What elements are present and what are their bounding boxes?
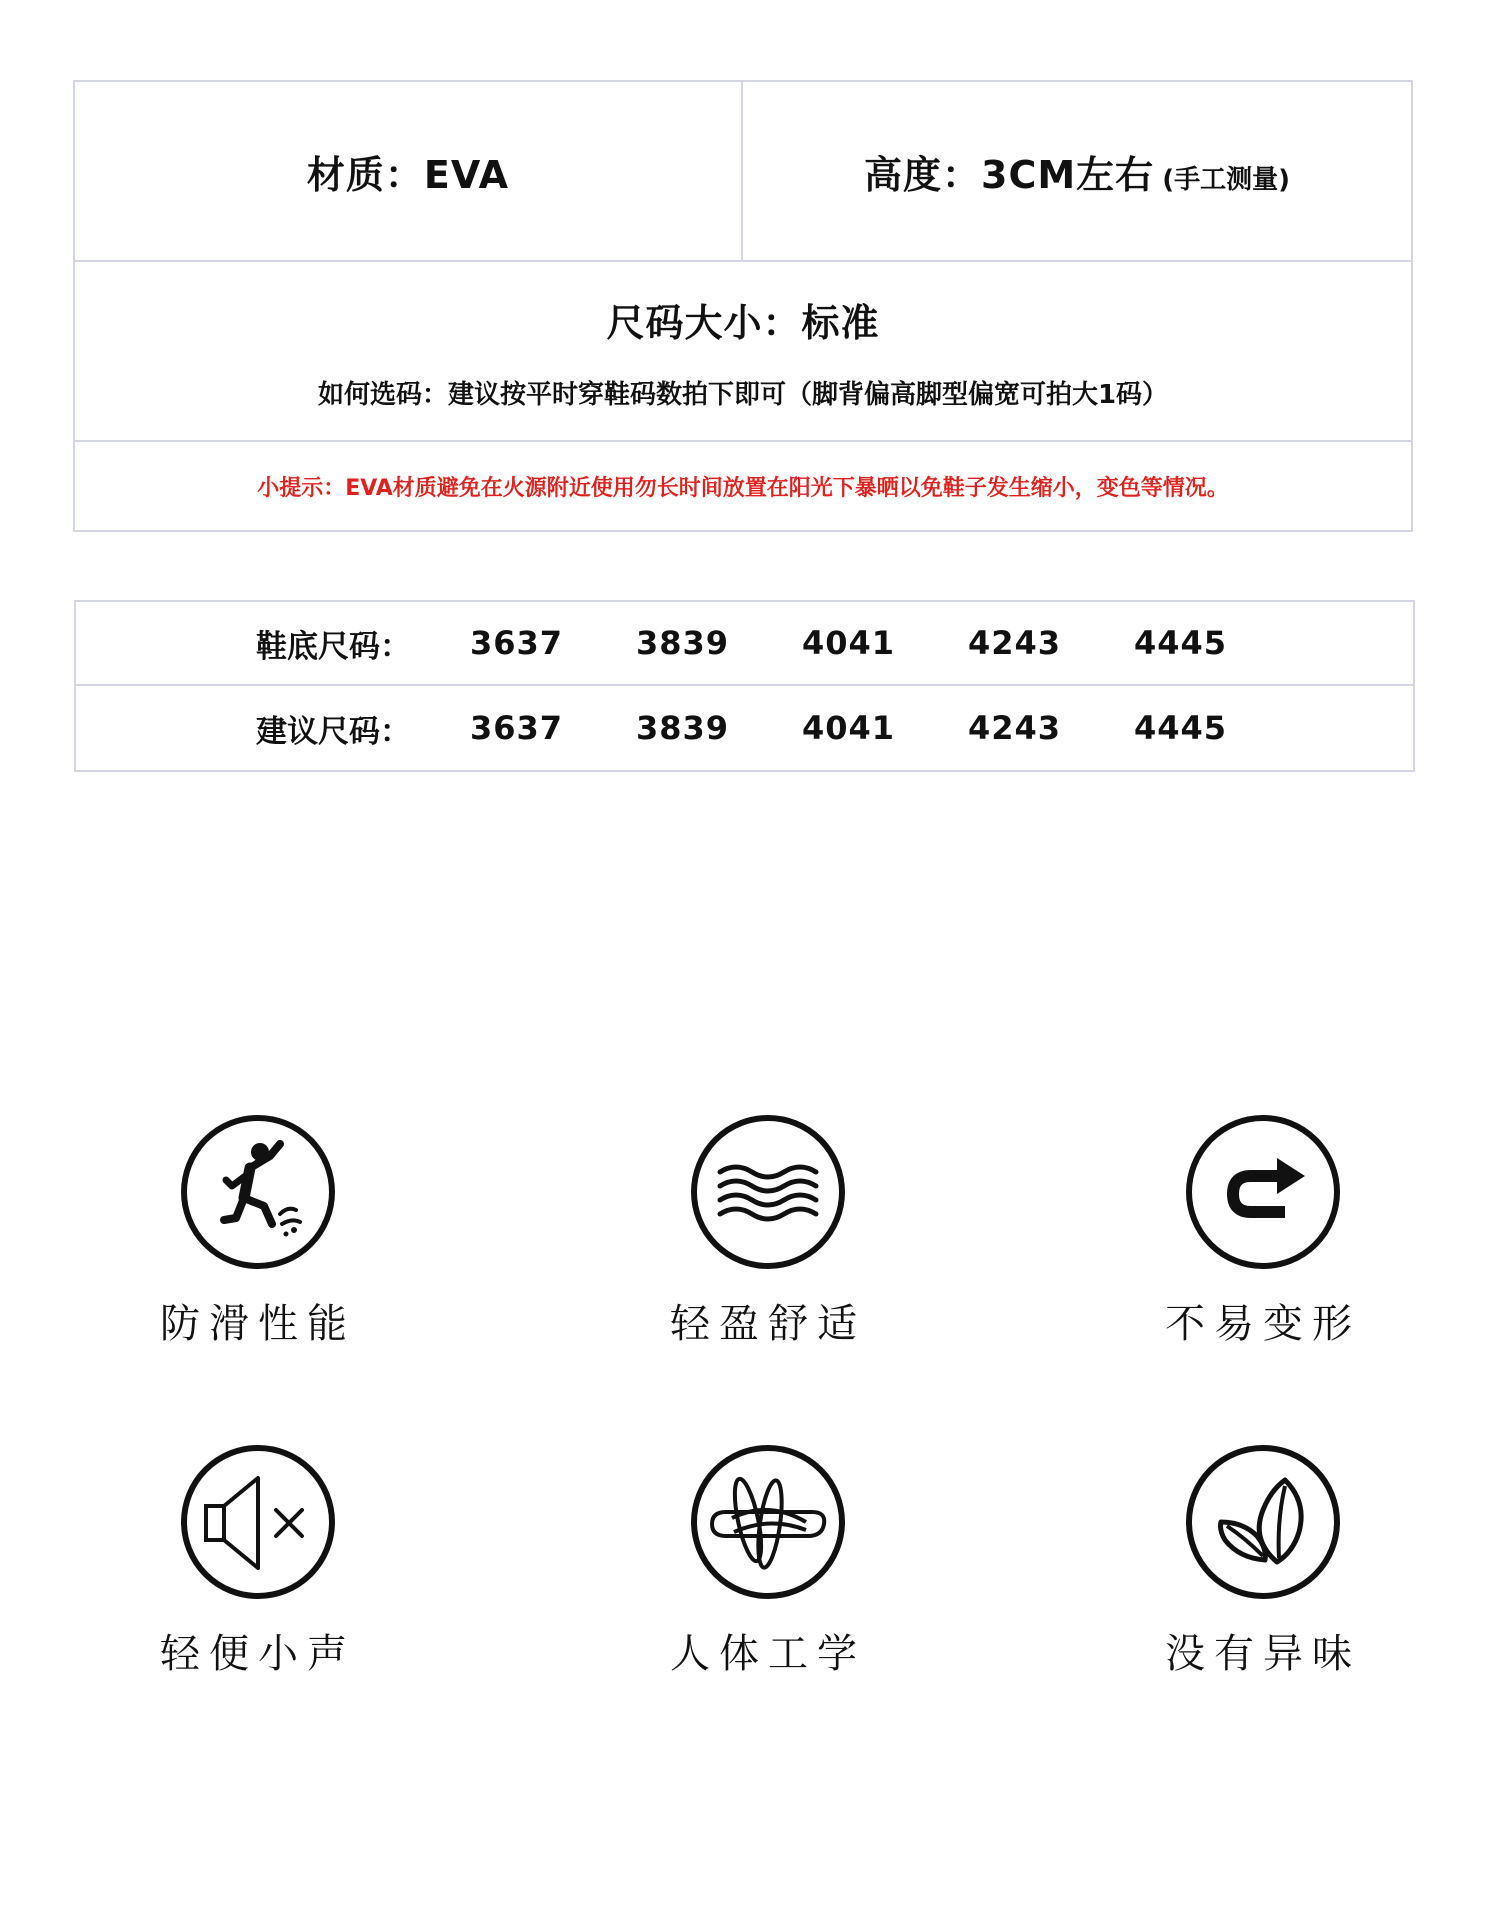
- material-label: 材质：EVA: [306, 152, 510, 197]
- spec-row-material-height: [75, 82, 1411, 262]
- size-table: [74, 600, 1415, 772]
- size-value: 4041: [802, 709, 896, 747]
- feature-no-deform: [1113, 1110, 1413, 1380]
- size-value: 4445: [1134, 624, 1228, 662]
- redo-arrow-icon: [1181, 1110, 1345, 1274]
- feature-label: 轻盈舒适: [670, 1301, 866, 1347]
- size-value: 3637: [470, 709, 564, 747]
- feature-anti-slip: [108, 1110, 408, 1380]
- size-value: 4243: [968, 624, 1062, 662]
- ergonomic-sole-icon: [686, 1440, 850, 1604]
- waves-icon: [686, 1110, 850, 1274]
- slip-icon: [176, 1110, 340, 1274]
- feature-quiet: [108, 1440, 408, 1710]
- table-row: [76, 602, 1413, 686]
- size-value: 4243: [968, 709, 1062, 747]
- spec-table: [73, 80, 1413, 532]
- suggested-size-label: 建议尺码：: [256, 713, 411, 750]
- spec-row-tip: [75, 442, 1411, 530]
- tip-text: 小提示：EVA材质避免在火源附近使用勿长时间放置在阳光下暴晒以免鞋子发生缩小，变色等情况。: [257, 475, 1229, 501]
- size-value: 3839: [636, 709, 730, 747]
- height-note: (手工测量): [1162, 164, 1290, 195]
- feature-label: 人体工学: [670, 1631, 866, 1677]
- mute-speaker-icon: [176, 1440, 340, 1604]
- height-cell: [743, 82, 1411, 260]
- feature-no-odor: [1113, 1440, 1413, 1710]
- feature-label: 防滑性能: [160, 1301, 356, 1347]
- material-cell: [75, 82, 743, 260]
- size-advice: 如何选码：建议按平时穿鞋码数拍下即可（脚背偏高脚型偏宽可拍大1码）: [317, 380, 1169, 410]
- size-value: 4041: [802, 624, 896, 662]
- feature-lightweight: [618, 1110, 918, 1380]
- leaves-icon: [1181, 1440, 1345, 1604]
- size-title: 尺码大小：标准: [606, 301, 880, 345]
- spec-row-size: [75, 262, 1411, 442]
- height-label: 高度：3CM左右: [864, 152, 1155, 197]
- feature-label: 轻便小声: [160, 1631, 356, 1677]
- size-value: 3637: [470, 624, 564, 662]
- table-row: [76, 686, 1413, 770]
- feature-ergonomic: [618, 1440, 918, 1710]
- size-value: 3839: [636, 624, 730, 662]
- sole-size-label: 鞋底尺码：: [256, 628, 411, 665]
- feature-label: 没有异味: [1165, 1631, 1361, 1677]
- feature-label: 不易变形: [1165, 1301, 1361, 1347]
- size-value: 4445: [1134, 709, 1228, 747]
